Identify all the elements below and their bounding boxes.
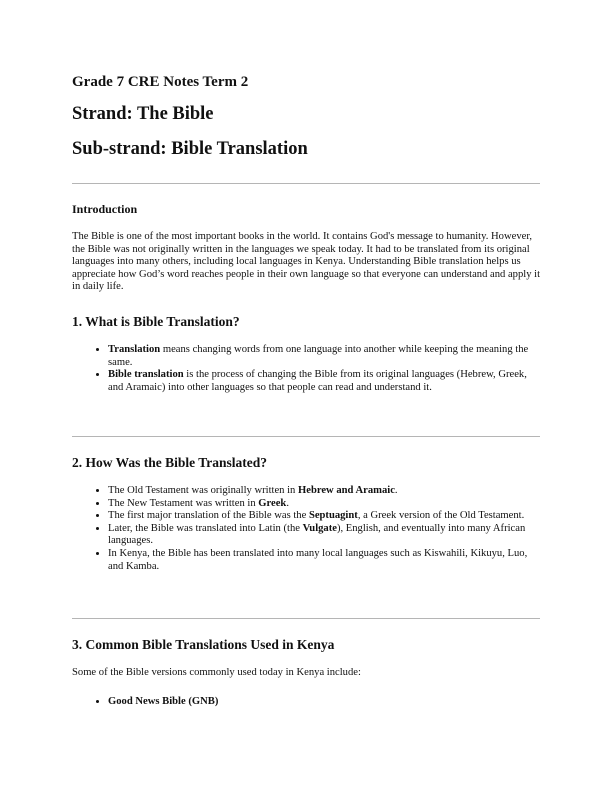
definition: is the process of changing the Bible from its original languages (Hebrew, Greek, and Aramaic) into other languages so that people can read and understand it.	[108, 369, 527, 393]
list-item	[108, 696, 542, 709]
list-item	[108, 369, 542, 394]
list-item	[108, 498, 542, 511]
section3-intro: Some of the Bible versions commonly used today in Kenya include:	[72, 667, 361, 678]
definition: means changing words from one language into another while keeping the meaning the same.	[108, 344, 529, 368]
text: In Kenya, the Bible has been translated into many local languages such as Kiswahili, Kikuyu, Luo, and Kamba.	[108, 547, 528, 572]
substrand-heading: Sub-strand: Bible Translation	[72, 139, 308, 159]
text: ), English, and eventually into many African languages.	[108, 522, 526, 547]
list-item	[108, 548, 542, 573]
translation-name: Good News Bible (GNB)	[108, 696, 219, 707]
section2-heading: 2. How Was the Bible Translated?	[72, 455, 268, 470]
text: The first major translation of the Bible was the	[108, 510, 309, 522]
emphasis: Hebrew and Aramaic	[298, 485, 395, 496]
list-item	[108, 523, 542, 548]
section2-list	[72, 485, 542, 573]
divider	[72, 436, 540, 437]
document-title: Grade 7 CRE Notes Term 2	[72, 74, 249, 90]
list-item	[108, 344, 542, 369]
text: The Old Testament was originally written in	[108, 485, 299, 496]
intro-heading: Introduction	[72, 202, 138, 216]
text: .	[394, 485, 398, 496]
section1-list	[72, 344, 542, 394]
text: , a Greek version of the Old Testament.	[357, 510, 525, 522]
emphasis: Vulgate	[302, 522, 337, 534]
intro-paragraph: The Bible is one of the most important books in the world. It contains God's message to humanity. However, the Bible was not originally written in the languages we speak today. It had to be translated from its original languages into many others, including local languages in Kenya. Understanding Bible translation helps us appreciate how God’s word reaches people in their own language so that everyone can understand and apply it in daily life.	[72, 231, 541, 293]
text: The New Testament was written in	[108, 497, 259, 509]
text: .	[286, 497, 289, 509]
divider	[72, 618, 540, 619]
strand-heading: Strand: The Bible	[72, 104, 214, 124]
emphasis: Greek	[258, 497, 287, 509]
text: Later, the Bible was translated into Latin (the	[108, 522, 303, 534]
term: Translation	[108, 344, 161, 355]
emphasis: Septuagint	[308, 510, 358, 522]
term: Bible translation	[108, 369, 184, 381]
section3-heading: 3. Common Bible Translations Used in Kenya	[72, 637, 335, 652]
section1-heading: 1. What is Bible Translation?	[72, 314, 240, 329]
section3-list	[72, 696, 542, 709]
list-item	[108, 485, 542, 498]
list-item	[108, 510, 542, 523]
divider	[72, 183, 540, 184]
